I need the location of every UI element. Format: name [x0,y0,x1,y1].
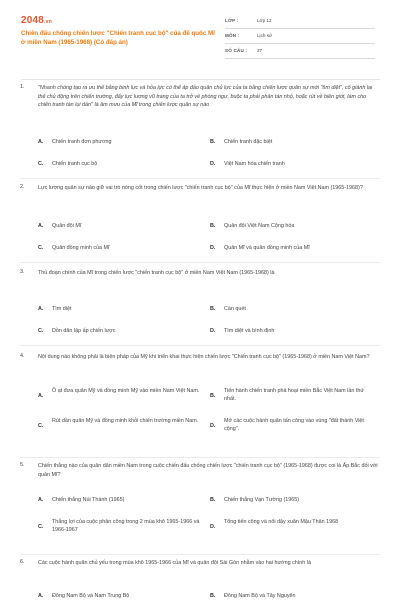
meta-class [225,14,375,29]
question-number: 2. [20,184,25,190]
question-text: Chiến thắng nào của quân dân miền Nam trong cuộc chiến đấu chống chiến lược "chiến tranh cục bộ" (1965-1968) được coi là Ấp Bắc đối với quân Mĩ? [38,463,378,478]
question-separator [20,345,380,346]
option-letter: C. [38,524,44,530]
question-separator [20,457,380,458]
option-text: Chiến thắng Vạn Tường (1965) [224,497,300,503]
option-text: Mở các cuộc hành quân tấn công vào vùng "đất thánh Việt cộng". [224,418,364,433]
option-letter: C. [38,423,44,429]
question-number: 3. [20,269,25,275]
question-separator [20,262,380,263]
question-number: 6. [20,559,25,565]
question-separator [20,554,380,555]
option-text: Quân đội Việt Nam Cộng hòa [224,223,295,229]
question-number: 5. [20,462,25,468]
option-letter: B. [210,593,216,599]
question-text: Nội dung nào không phải là biện pháp của Mỹ khi triển khai thực hiện chiến lược "Chiến tranh cục bộ" (1965-1968) ở miền Nam Việt Nam? [38,354,370,360]
option-letter: A. [38,393,44,399]
page-header [0,0,400,70]
question-1 [18,82,382,180]
question-number: 4. [20,353,25,359]
option-text: Chiến tranh đặc biệt [224,139,273,145]
meta-subject [225,29,375,44]
question-separator [20,178,380,179]
option-text: Đông Nam Bộ và Tây Nguyên [224,593,296,599]
option-letter: D. [210,328,216,334]
option-letter: D. [210,161,216,167]
option-letter: C. [38,161,44,167]
option-letter: B. [210,393,216,399]
option-text: Chiến tranh đơn phương [52,139,112,145]
meta-value: 37 [257,48,263,53]
option-letter: A. [38,223,44,229]
question-2 [18,184,382,264]
quiz-meta [225,14,375,59]
question-text: Lực lượng quân sự nào giữ vai trò nòng cốt trong chiến lược "chiến tranh cục bộ" của Mĩ thực hiện ở miền Nam Việt Nam (1965-1968)? [38,185,363,191]
meta-value: Lịch sử [257,33,273,38]
meta-key: MÔN : [225,33,240,38]
option-text: Tìm diệt và bình định [224,328,275,334]
option-letter: A. [38,306,44,312]
meta-key: LỚP : [225,18,239,23]
option-letter: C. [38,328,44,334]
option-text: Tìm diệt [52,306,72,312]
option-text: Chiến tranh cục bộ [52,161,98,167]
header-divider [21,79,380,80]
option-text: Quân đội Mĩ [52,223,82,229]
question-text: Các cuộc hành quân chủ yếu trong mùa khô 1965-1966 của Mĩ và quân đội Sài Gòn nhằm vào hai hướng chính là [38,560,311,566]
option-text: Càn quét [224,306,246,312]
option-letter: A. [38,139,44,145]
option-letter: A. [38,497,44,503]
option-letter: C. [38,245,44,251]
option-text: Đông Nam Bộ và Nam Trung Bộ [52,593,130,599]
question-number: 1. [20,84,25,90]
question-3 [18,269,382,349]
option-text: Tiến hành chiến tranh phá hoại miền Bắc Việt Nam lần thứ nhất. [224,388,364,403]
option-letter: D. [210,524,216,530]
meta-value: Lớp 12 [257,18,272,23]
option-text: Dồn dân lập ấp chiến lược [52,328,116,334]
question-text: Thủ đoạn chính của Mĩ trong chiến lược "chiến tranh cục bộ" ở miền Nam Việt Nam (1965-1968) là [38,270,275,276]
question-4 [18,353,382,461]
option-letter: A. [38,593,44,599]
meta-count [225,44,375,59]
option-letter: B. [210,139,216,145]
option-letter: B. [210,306,216,312]
option-letter: D. [210,423,216,429]
page-title: Chiến đấu chống chiến lược "Chiến tranh cục bộ" của đế quốc Mĩ ở miền Nam (1965-1968) (Có đáp án) [21,30,215,46]
site-logo[interactable] [21,15,52,26]
logo-main: 2048 [21,15,45,26]
option-text: Rút dần quân Mỹ và đồng minh khỏi chiến trường miền Nam. [52,418,199,424]
option-letter: D. [210,245,216,251]
option-text: Ồ ạt đưa quân Mỹ và đồng minh Mỹ vào miền Nam Việt Nam. [52,388,200,394]
logo-suffix: .vn [44,19,52,25]
question-text: "Nhanh chóng tạo ra ưu thế bằng binh lực và hỏa lực có thể áp đảo quân chủ lực của ta bằng chiến lược quân sự mới "tìm diệt", cố giành lại thế chủ động trên chiến trường, đẩy lực lượng vũ trang của ta trở về phòng ngự, buộc ta phải phân tán nhỏ, hoặc rút về biên giới, làm cho chiến tranh tàn lụi dần" là âm mưu của Mĩ trong chiến lược quân sự nào [38,85,373,109]
question-6 [18,559,382,600]
option-letter: B. [210,223,216,229]
option-text: Quân đồng minh của Mĩ [52,245,110,251]
option-text: Quân Mĩ và quân đồng minh của Mĩ [224,245,310,251]
question-5 [18,462,382,556]
option-text: Chiến thắng Núi Thành (1965) [52,497,125,503]
option-letter: B. [210,497,216,503]
option-text: Việt Nam hóa chiến tranh [224,161,285,167]
option-text: Tổng tiến công và nổi dậy xuân Mậu Thân 1968 [224,519,339,525]
option-text: Thắng lợi của cuộc phản công trong 2 mùa khô 1965-1966 và 1966-1967 [52,519,200,534]
meta-key: SỐ CÂU : [225,48,248,53]
